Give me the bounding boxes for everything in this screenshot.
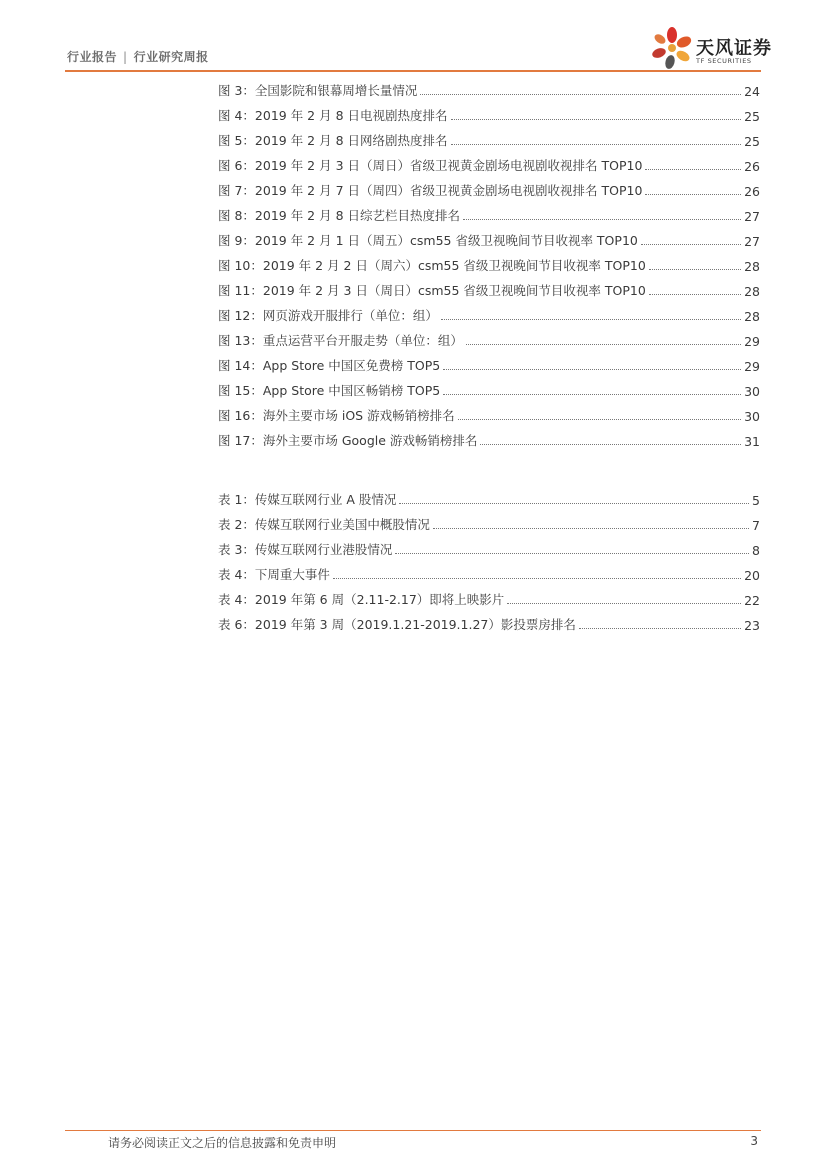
page-header (0, 0, 827, 74)
figure-entry-label: 图 10：2019 年 2 月 2 日（周六）csm55 省级卫视晚间节目收视率 TOP10 (218, 258, 646, 273)
breadcrumb-report-series: 行业研究周报 (133, 50, 209, 64)
figure-entry[interactable] (218, 378, 760, 403)
dot-leader (451, 144, 742, 145)
figure-entry-label: 图 8：2019 年 2 月 8 日综艺栏目热度排名 (218, 208, 461, 223)
dot-leader (433, 528, 749, 529)
figure-entry[interactable] (218, 278, 760, 303)
page-number: 3 (750, 1134, 758, 1148)
figure-entry[interactable] (218, 203, 760, 228)
table-entry[interactable] (218, 512, 760, 537)
figure-entry-label: 图 15：App Store 中国区畅销榜 TOP5 (218, 383, 441, 398)
table-entry[interactable] (218, 487, 760, 512)
company-logo (648, 24, 772, 74)
dot-leader (645, 194, 741, 195)
table-entry-page: 22 (744, 593, 760, 608)
table-entry[interactable] (218, 612, 760, 637)
dot-leader (649, 294, 741, 295)
figure-entry-page: 26 (744, 159, 760, 174)
table-entry-label: 表 6：2019 年第 3 周（2019.1.21-2019.1.27）影投票房排名 (218, 617, 576, 632)
figure-entry-label: 图 5：2019 年 2 月 8 日网络剧热度排名 (218, 133, 448, 148)
figure-entry-page: 26 (744, 184, 760, 199)
figure-entry-label: 图 16：海外主要市场 iOS 游戏畅销榜排名 (218, 408, 455, 423)
figure-entry[interactable] (218, 403, 760, 428)
table-entry-page: 8 (752, 543, 760, 558)
logo-chinese-name: 天风证券 (696, 38, 772, 59)
figure-entry[interactable] (218, 303, 760, 328)
breadcrumb-separator: | (123, 50, 128, 64)
breadcrumb (67, 48, 209, 65)
table-entry[interactable] (218, 562, 760, 587)
table-entry-page: 20 (744, 568, 760, 583)
dot-leader (466, 344, 741, 345)
table-entry-label: 表 4：2019 年第 6 周（2.11-2.17）即将上映影片 (218, 592, 505, 607)
figure-entry-label: 图 7：2019 年 2 月 7 日（周四）省级卫视黄金剧场电视剧收视排名 TOP10 (218, 183, 643, 198)
dot-leader (649, 269, 741, 270)
dot-leader (420, 94, 741, 95)
dot-leader (458, 419, 742, 420)
figure-entry-page: 31 (744, 434, 760, 449)
figure-entry-label: 图 12：网页游戏开服排行（单位：组） (218, 308, 438, 323)
dot-leader (645, 169, 741, 170)
figure-entry-page: 27 (744, 234, 760, 249)
figure-entry-page: 28 (744, 309, 760, 324)
dot-leader (579, 628, 741, 629)
figure-entry-page: 27 (744, 209, 760, 224)
figure-entry-label: 图 6：2019 年 2 月 3 日（周日）省级卫视黄金剧场电视剧收视排名 TOP10 (218, 158, 643, 173)
footer-divider (65, 1130, 761, 1131)
logo-english-name: TF SECURITIES (696, 57, 752, 65)
figure-entry-label: 图 17：海外主要市场 Google 游戏畅销榜排名 (218, 433, 478, 448)
figure-entry-label: 图 13：重点运营平台开服走势（单位：组） (218, 333, 463, 348)
figure-entry[interactable] (218, 78, 760, 103)
flower-logo-icon (648, 24, 696, 72)
figure-entry-page: 29 (744, 334, 760, 349)
table-entry[interactable] (218, 537, 760, 562)
footer-disclaimer: 请务必阅读正文之后的信息披露和免责申明 (108, 1136, 337, 1150)
figure-entry-label: 图 11：2019 年 2 月 3 日（周日）csm55 省级卫视晚间节目收视率 TOP10 (218, 283, 646, 298)
dot-leader (399, 503, 749, 504)
figure-entry-page: 30 (744, 384, 760, 399)
figure-entry-page: 25 (744, 109, 760, 124)
figure-entry[interactable] (218, 253, 760, 278)
figure-entry[interactable] (218, 428, 760, 453)
table-entry-label: 表 4：下周重大事件 (218, 567, 330, 582)
dot-leader (443, 369, 741, 370)
dot-leader (507, 603, 741, 604)
table-entry[interactable] (218, 587, 760, 612)
dot-leader (443, 394, 741, 395)
dot-leader (451, 119, 742, 120)
figure-entry-label: 图 9：2019 年 2 月 1 日（周五）csm55 省级卫视晚间节目收视率 TOP10 (218, 233, 638, 248)
breadcrumb-report-type: 行业报告 (67, 50, 118, 64)
figure-entry[interactable] (218, 128, 760, 153)
figure-entry-label: 图 4：2019 年 2 月 8 日电视剧热度排名 (218, 108, 448, 123)
table-list (218, 487, 760, 637)
figure-list (218, 78, 760, 453)
figure-entry[interactable] (218, 328, 760, 353)
figure-entry-page: 28 (744, 259, 760, 274)
table-entry-page: 7 (752, 518, 760, 533)
dot-leader (395, 553, 749, 554)
table-entry-page: 23 (744, 618, 760, 633)
dot-leader (441, 319, 741, 320)
dot-leader (463, 219, 741, 220)
figure-entry[interactable] (218, 353, 760, 378)
figure-entry-page: 28 (744, 284, 760, 299)
figure-entry-page: 30 (744, 409, 760, 424)
dot-leader (480, 444, 741, 445)
table-entry-label: 表 1：传媒互联网行业 A 股情况 (218, 492, 397, 507)
figure-entry[interactable] (218, 153, 760, 178)
figure-entry-page: 25 (744, 134, 760, 149)
dot-leader (641, 244, 741, 245)
table-entry-label: 表 2：传媒互联网行业美国中概股情况 (218, 517, 430, 532)
table-entry-label: 表 3：传媒互联网行业港股情况 (218, 542, 393, 557)
figure-entry-page: 24 (744, 84, 760, 99)
figure-entry-page: 29 (744, 359, 760, 374)
table-entry-page: 5 (752, 493, 760, 508)
figure-entry[interactable] (218, 178, 760, 203)
figure-entry[interactable] (218, 228, 760, 253)
figure-entry[interactable] (218, 103, 760, 128)
dot-leader (333, 578, 741, 579)
figure-entry-label: 图 3：全国影院和银幕周增长量情况 (218, 83, 418, 98)
header-divider (65, 70, 761, 72)
figure-entry-label: 图 14：App Store 中国区免费榜 TOP5 (218, 358, 441, 373)
